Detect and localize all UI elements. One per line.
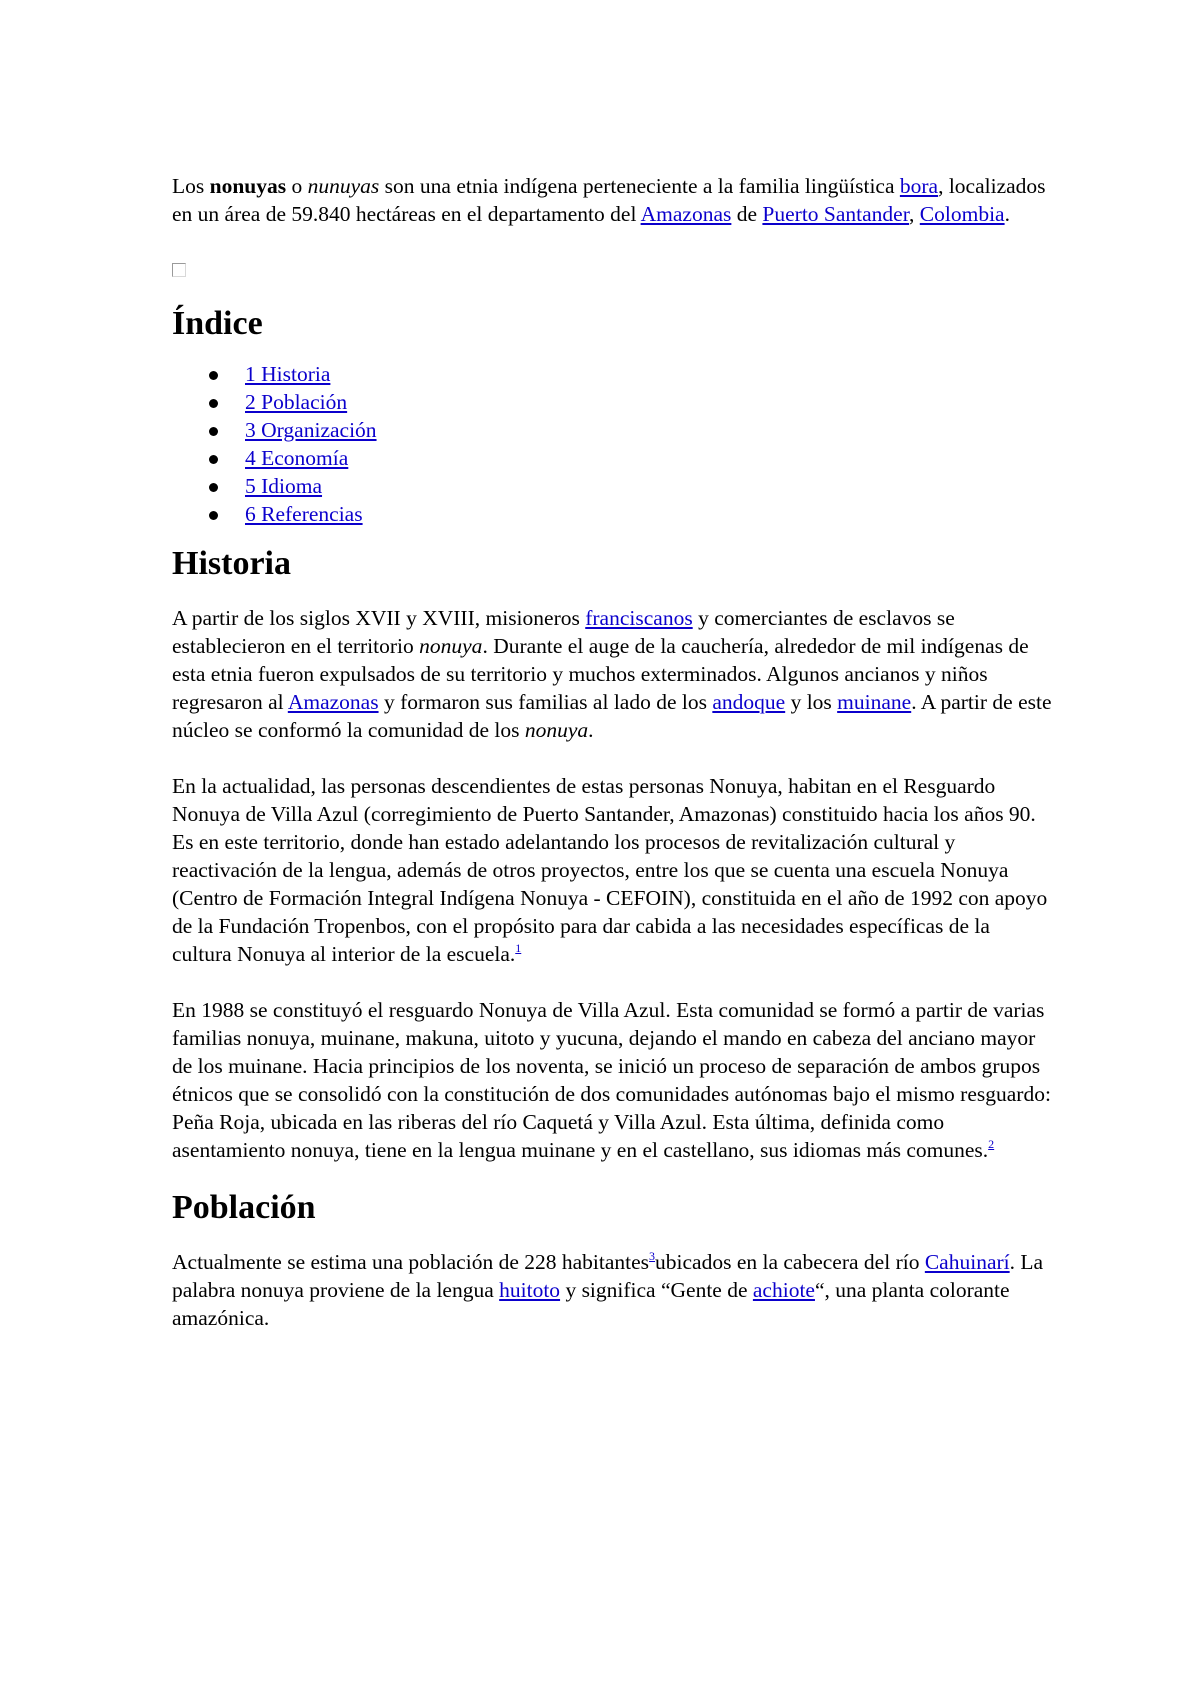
intro-paragraph [172, 172, 1052, 228]
poblacion-paragraph-1 [172, 1248, 1052, 1332]
link-amazonas[interactable]: Amazonas [287, 690, 379, 714]
footnote-ref-2[interactable]: 2 [988, 1137, 995, 1151]
text: de [731, 202, 763, 226]
footnote-ref-1[interactable]: 1 [515, 941, 522, 955]
text: . [1004, 202, 1010, 226]
article-body [172, 172, 1052, 1332]
italic-term: nonuya [419, 634, 483, 658]
bullet-icon [209, 455, 218, 464]
text: son una etnia indígena perteneciente a la familia lingüística [379, 174, 900, 198]
toc-link-economia[interactable]: 4 Economía [245, 446, 349, 470]
toc-link-historia[interactable]: 1 Historia [245, 362, 331, 386]
text: , [909, 202, 920, 226]
toc-list [172, 360, 1052, 528]
toc-link-referencias[interactable]: 6 Referencias [245, 502, 363, 526]
historia-paragraph-3 [172, 996, 1052, 1164]
text: En la actualidad, las personas descendientes de estas personas Nonuya, habitan en el Resguardo Nonuya de Villa Azul (corregimiento de Puerto Santander, Amazonas) constituido hacia los años 90. Es en este territorio, donde han estado adelantando los procesos de revitalización cultural y reactivación de la lengua, además de otros proyectos, entre los que se cuenta una escuela Nonuya (Centro de Formación Integral Indígena Nonuya - CEFOIN), constituida en el año de 1992 con apoyo de la Fundación Tropenbos, con el propósito para dar cabida a las necesidades específicas de la cultura Nonuya al interior de la escuela. [172, 774, 1048, 966]
text: . [588, 718, 594, 742]
historia-paragraph-2 [172, 772, 1052, 968]
text: A partir de los siglos XVII y XVIII, misioneros [172, 606, 586, 630]
bullet-icon [209, 399, 218, 408]
text: , localizados en un área de 59.840 hectáreas en el departamento del [172, 174, 1046, 226]
bullet-icon [209, 483, 218, 492]
text: Actualmente se estima una población de 228 habitantes [172, 1250, 650, 1274]
link-amazonas[interactable]: Amazonas [640, 202, 732, 226]
toc-item [172, 500, 1052, 528]
text: En 1988 se constituyó el resguardo Nonuya de Villa Azul. Esta comunidad se formó a partir de varias familias nonuya, muinane, makuna, uitoto y yucuna, dejando el mando en cabeza del anciano mayor de los muinane. Hacia principios de los noventa, se inició un proceso de separación de ambos grupos étnicos que se consolidó con la constitución de dos comunidades autónomas bajo el mismo resguardo: Peña Roja, ubicada en las riberas del río Caquetá y Villa Azul. Esta última, definida como asentamiento nonuya, tiene en la lengua muinane y en el castellano, sus idiomas más comunes. [172, 998, 1051, 1162]
link-achiote[interactable]: achiote [752, 1278, 815, 1302]
italic-term: nonuya [524, 718, 589, 742]
footnote-ref-3[interactable]: 3 [649, 1249, 656, 1263]
image-placeholder-row [172, 256, 1052, 282]
link-puerto-santander[interactable]: Puerto Santander [762, 202, 910, 226]
section-title-historia: Historia [172, 545, 291, 582]
link-colombia[interactable]: Colombia [919, 202, 1005, 226]
text: . A partir de este núcleo se conformó la comunidad de los [172, 690, 1052, 742]
toc-title: Índice [172, 305, 263, 342]
toc-item [172, 360, 1052, 388]
bullet-icon [209, 427, 218, 436]
text: . Durante el auge de la cauchería, alrededor de mil indígenas de esta etnia fueron expulsados de su territorio y muchos exterminados. Algunos ancianos y niños regresaron al [172, 634, 1029, 714]
link-muinane[interactable]: muinane [837, 690, 912, 714]
text: y comerciantes de esclavos se establecieron en el territorio [172, 606, 955, 658]
broken-image-icon [172, 263, 186, 277]
toc-link-organizacion[interactable]: 3 Organización [245, 418, 377, 442]
toc-link-idioma[interactable]: 5 Idioma [245, 474, 323, 498]
link-cahuinari[interactable]: Cahuinarí [924, 1250, 1010, 1274]
bullet-icon [209, 371, 218, 380]
section-title-poblacion: Población [172, 1189, 316, 1226]
text: ubicados en la cabecera del río [655, 1250, 925, 1274]
text: “, una planta colorante amazónica. [172, 1278, 1010, 1330]
toc-item [172, 416, 1052, 444]
link-andoque[interactable]: andoque [712, 690, 786, 714]
toc-item [172, 388, 1052, 416]
historia-paragraph-1 [172, 604, 1052, 744]
bold-term: nonuyas [209, 174, 287, 198]
text: . La palabra nonuya proviene de la lengua [172, 1250, 1044, 1302]
link-huitoto[interactable]: huitoto [499, 1278, 561, 1302]
text: y los [785, 690, 838, 714]
text: Los [172, 174, 210, 198]
link-franciscanos[interactable]: franciscanos [585, 606, 693, 630]
toc-link-poblacion[interactable]: 2 Población [245, 390, 348, 414]
toc-item [172, 472, 1052, 500]
bullet-icon [209, 511, 218, 520]
text: y formaron sus familias al lado de los [378, 690, 713, 714]
link-bora[interactable]: bora [899, 174, 939, 198]
italic-term: nunuyas [307, 174, 380, 198]
text: o [286, 174, 308, 198]
text: y significa “Gente de [560, 1278, 753, 1302]
toc-item [172, 444, 1052, 472]
